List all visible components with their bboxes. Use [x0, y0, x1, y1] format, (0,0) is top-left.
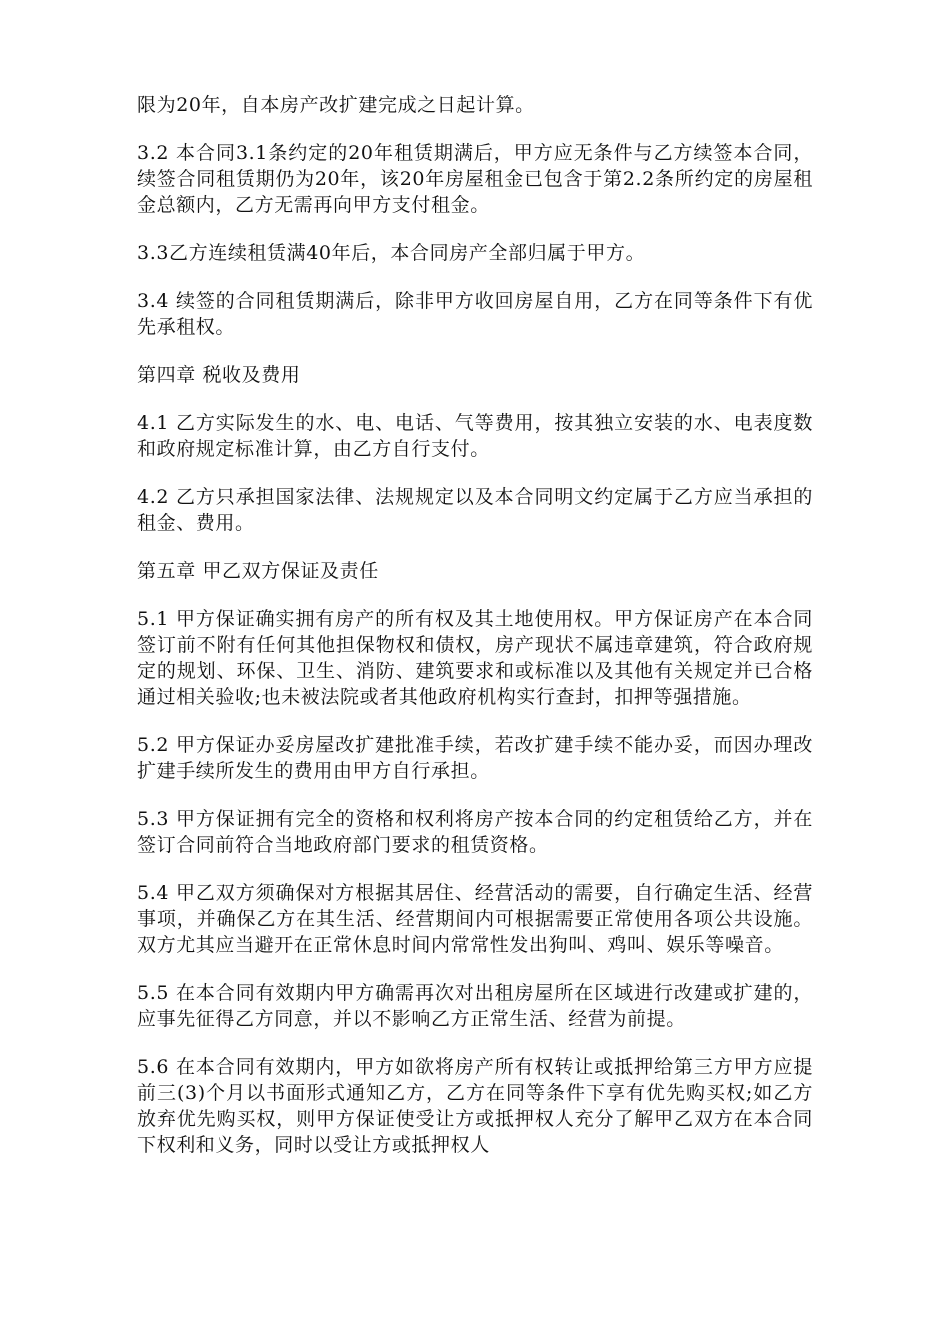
paragraph-3-4: 3.4 续签的合同租赁期满后，除非甲方收回房屋自用，乙方在同等条件下有优先承租权。	[137, 290, 813, 338]
paragraph-4-1: 4.1 乙方实际发生的水、电、电话、气等费用，按其独立安装的水、电表度数和政府规定标准计算，由乙方自行支付。	[137, 412, 813, 460]
paragraph-5-4: 5.4 甲乙双方须确保对方根据其居住、经营活动的需要，自行确定生活、经营事项，并确保乙方在其生活、经营期间内可根据需要正常使用各项公共设施。双方尤其应当避开在正常休息时间内常常性发出狗叫、鸡叫、娱乐等噪音。	[137, 882, 813, 956]
paragraph-5-1: 5.1 甲方保证确实拥有房产的所有权及其土地使用权。甲方保证房产在本合同签订前不附有任何其他担保物权和债权，房产现状不属违章建筑，符合政府规定的规划、环保、卫生、消防、建筑要求和或标准以及其他有关规定并已合格通过相关验收;也未被法院或者其他政府机构实行查封，扣押等强措施。	[137, 608, 813, 708]
paragraph-3-2: 3.2 本合同3.1条约定的20年租赁期满后，甲方应无条件与乙方续签本合同，续签合同租赁期仍为20年，该20年房屋租金已包含于第2.2条所约定的房屋租金总额内，乙方无需再向甲方支付租金。	[137, 142, 813, 216]
chapter-5-heading: 第五章 甲乙双方保证及责任	[137, 560, 379, 582]
paragraph-5-3: 5.3 甲方保证拥有完全的资格和权利将房产按本合同的约定租赁给乙方，并在签订合同前符合当地政府部门要求的租赁资格。	[137, 808, 813, 856]
chapter-4-heading: 第四章 税收及费用	[137, 364, 301, 386]
paragraph-5-2: 5.2 甲方保证办妥房屋改扩建批准手续，若改扩建手续不能办妥，而因办理改扩建手续所发生的费用由甲方自行承担。	[137, 734, 813, 782]
paragraph-3-3: 3.3乙方连续租赁满40年后，本合同房产全部归属于甲方。	[137, 242, 646, 264]
paragraph-4-2: 4.2 乙方只承担国家法律、法规规定以及本合同明文约定属于乙方应当承担的租金、费用。	[137, 486, 813, 534]
document-page	[137, 92, 813, 1180]
paragraph-5-5: 5.5 在本合同有效期内甲方确需再次对出租房屋所在区域进行改建或扩建的，应事先征得乙方同意，并以不影响乙方正常生活、经营为前提。	[137, 982, 813, 1030]
paragraph-lease-term-start: 限为20年，自本房产改扩建完成之日起计算。	[137, 94, 535, 116]
paragraph-5-6: 5.6 在本合同有效期内，甲方如欲将房产所有权转让或抵押给第三方甲方应提前三(3)个月以书面形式通知乙方，乙方在同等条件下享有优先购买权;如乙方放弃优先购买权，则甲方保证使受让方或抵押权人充分了解甲乙双方在本合同下权利和义务，同时以受让方或抵押权人	[137, 1056, 813, 1156]
